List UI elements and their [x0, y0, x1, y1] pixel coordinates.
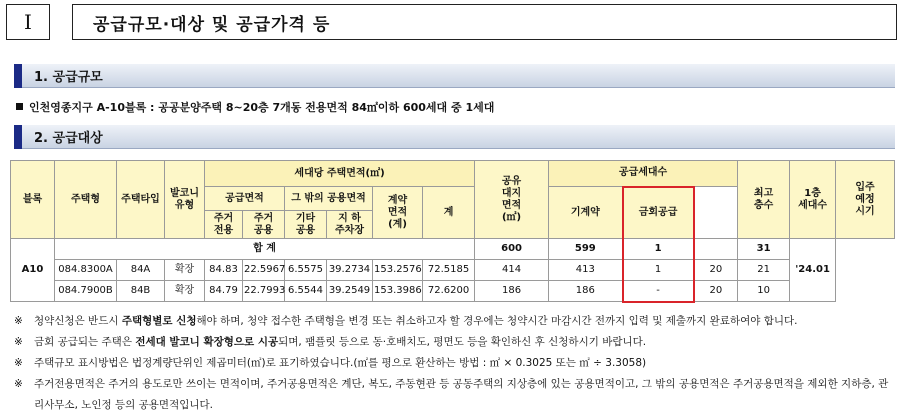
reference-mark-icon: ※: [14, 315, 23, 327]
reference-mark-icon: ※: [14, 336, 23, 348]
scale-description: [16, 99, 494, 115]
supply-table-wrapper: [10, 160, 895, 303]
col-block: 블록: [11, 161, 55, 239]
col-first-floor: 1층 세대수: [790, 161, 836, 239]
cell-contract: 153.2576: [373, 260, 423, 281]
note-item: [14, 353, 894, 374]
col-balcony: 발코니 유형: [165, 161, 205, 239]
reference-mark-icon: ※: [14, 378, 23, 390]
col-group-units: 공급세대수: [549, 161, 738, 187]
section-title: 2. 공급대상: [34, 131, 103, 146]
cell-common: 22.7993: [243, 281, 285, 302]
note-item: [14, 332, 894, 353]
col-type-code: 주택타입: [117, 161, 165, 239]
cell-units-current: -: [623, 281, 694, 302]
note-item: [14, 374, 894, 416]
col-supply-area: 공급면적: [205, 187, 285, 211]
section-title: 1. 공급규모: [34, 70, 103, 85]
cell-top-floor: 20: [694, 281, 738, 302]
cell-exclusive: 84.79: [205, 281, 243, 302]
cell-balcony: 확장: [165, 260, 205, 281]
total-existing: 599: [549, 239, 623, 260]
page-title: 공급규모·대상 및 공급가격 등: [72, 4, 897, 40]
col-exclusive: 주거 전용: [205, 211, 243, 239]
cell-top-floor: 20: [694, 260, 738, 281]
total-current: 1: [623, 239, 694, 260]
cell-land: 72.6200: [423, 281, 475, 302]
cell-type-code: 84B: [117, 281, 165, 302]
note-text: 주택규모 표시방법은 법정계량단위인 제곱미터(㎡)로 표기하였습니다.(㎡를 평으로 환산하는 방법 : ㎡ × 0.3025 또는 ㎡ ÷ 3.3058): [34, 357, 647, 369]
col-group-area: 세대당 주택면적(㎡): [205, 161, 475, 187]
move-in-cell: '24.01: [790, 239, 836, 302]
col-move-in: 입주 예정 시기: [836, 161, 895, 239]
cell-type-code: 84A: [117, 260, 165, 281]
col-units-current: 금회공급: [623, 187, 694, 239]
cell-balcony: 확장: [165, 281, 205, 302]
total-first-floor: 31: [738, 239, 790, 260]
cell-exclusive: 84.83: [205, 260, 243, 281]
note-text: 금회 공급되는 주택은 전세대 발코니 확장형으로 시공되며, 팸플릿 등으로 동·호배치도, 평면도 등을 확인하신 후 신청하시기 바랍니다.: [34, 336, 647, 348]
table-row: [11, 281, 895, 302]
notes-list: [14, 311, 894, 416]
col-units-total: 계: [423, 187, 475, 239]
col-common: 주거 공용: [243, 211, 285, 239]
col-contract-area: 계약 면적 (계): [373, 187, 423, 239]
section-heading-target: [14, 125, 895, 149]
cell-housing-type: 084.7900B: [55, 281, 117, 302]
block-cell: A10: [11, 239, 55, 302]
col-other: 기타 공용: [285, 211, 327, 239]
square-bullet-icon: [16, 103, 23, 110]
note-text: 청약신청은 반드시 주택형별로 신청해야 하며, 청약 접수한 주택형을 변경 또는 취소하고자 할 경우에는 청약시간 마감시간 전까지 입력 및 제출까지 완료하여야 합니다.: [34, 315, 798, 327]
col-other-common: 그 밖의 공용면적: [285, 187, 373, 211]
cell-housing-type: 084.8300A: [55, 260, 117, 281]
section-marker: [14, 125, 22, 149]
chapter-number: Ⅰ: [6, 4, 50, 40]
cell-contract: 153.3986: [373, 281, 423, 302]
section-marker: [14, 64, 22, 88]
section-heading-scale: [14, 64, 895, 88]
cell-units-total: 414: [475, 260, 549, 281]
cell-common: 22.5967: [243, 260, 285, 281]
supply-table: [10, 160, 895, 303]
col-underground: 지 하 주차장: [327, 211, 373, 239]
cell-underground: 39.2734: [327, 260, 373, 281]
cell-units-existing: 186: [549, 281, 623, 302]
total-top-floor: [694, 239, 738, 260]
table-row: [11, 260, 895, 281]
page-header: [6, 4, 897, 40]
total-label: 합 계: [55, 239, 475, 260]
cell-first-floor: 10: [738, 281, 790, 302]
scale-text: 인천영종지구 A-10블록 : 공공분양주택 8~20층 7개동 전용면적 84㎡이하 600세대 중 1세대: [29, 101, 495, 114]
note-text: 주거전용면적은 주거의 용도로만 쓰이는 면적이며, 주거공용면적은 계단, 복도, 주동현관 등 공동주택의 지상층에 있는 공용면적이고, 그 밖의 공용면적은 주거공용면적을 제외한 지하층, 관리사무소, 노인정 등의 공용면적입니다.: [34, 378, 889, 411]
reference-mark-icon: ※: [14, 357, 23, 369]
col-housing-type: 주택형: [55, 161, 117, 239]
cell-other: 6.5544: [285, 281, 327, 302]
note-item: [14, 311, 894, 332]
col-land-share: 공유 대지 면적 (㎡): [475, 161, 549, 239]
cell-land: 72.5185: [423, 260, 475, 281]
cell-units-total: 186: [475, 281, 549, 302]
cell-other: 6.5575: [285, 260, 327, 281]
cell-units-existing: 413: [549, 260, 623, 281]
cell-units-current: 1: [623, 260, 694, 281]
col-units-existing: 기계약: [549, 187, 623, 239]
cell-underground: 39.2549: [327, 281, 373, 302]
cell-first-floor: 21: [738, 260, 790, 281]
col-top-floor: 최고 층수: [738, 161, 790, 239]
total-units: 600: [475, 239, 549, 260]
